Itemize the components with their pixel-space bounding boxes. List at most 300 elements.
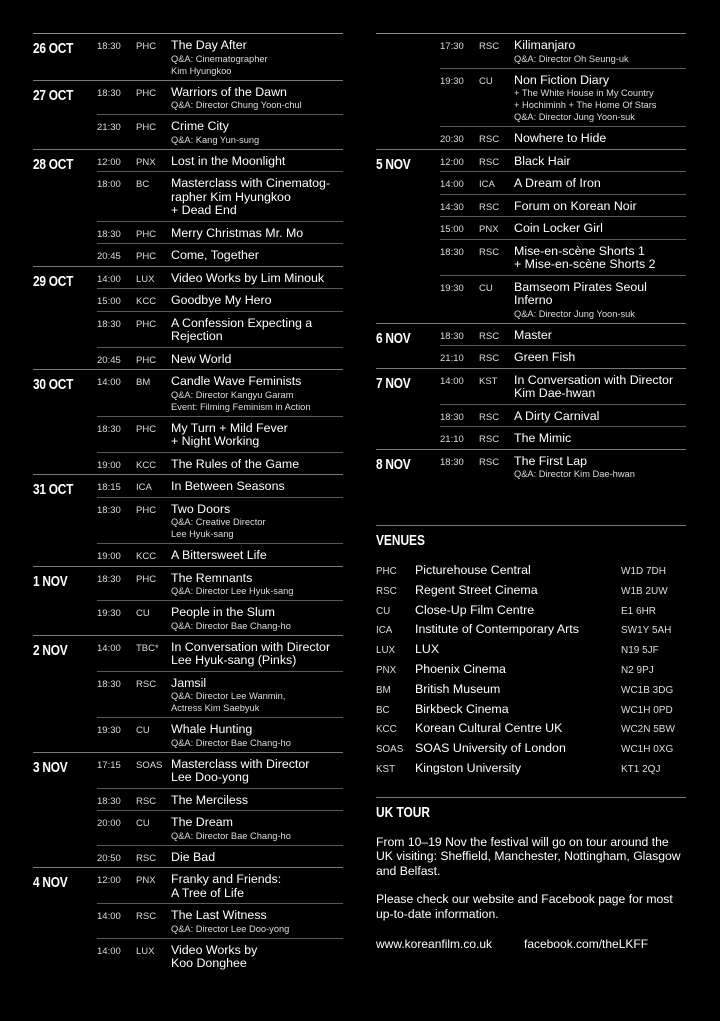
- day-entries: [97, 267, 343, 370]
- venues-section: [376, 525, 686, 781]
- screening-info: [171, 317, 343, 344]
- screening-title: Crime City: [171, 119, 229, 133]
- screening-time: 18:30: [97, 228, 121, 240]
- venue-code: LUX: [376, 645, 396, 657]
- screening-info: [171, 155, 343, 169]
- screening-venue: ICA: [479, 179, 495, 190]
- venue-code: CU: [376, 605, 391, 617]
- screening-note: Event: Filming Feminism in Action: [171, 401, 311, 412]
- screening-row[interactable]: [440, 68, 686, 127]
- screening-row[interactable]: [97, 567, 343, 601]
- screening-info: [171, 723, 343, 749]
- screening-info: [514, 177, 686, 191]
- screening-venue: RSC: [479, 434, 500, 445]
- screening-venue: CU: [136, 818, 150, 829]
- screening-venue: RSC: [479, 201, 500, 213]
- screening-info: [514, 432, 686, 446]
- screening-note: Q&A: Director Bae Chang-ho: [171, 737, 291, 748]
- venue-postcode: W1B 2UW: [621, 585, 668, 597]
- screening-note: Q&A: Director Jung Yoon-suk: [514, 112, 635, 122]
- screening-info: [171, 909, 343, 935]
- venue-name: Institute of Contemporary Arts: [415, 622, 579, 637]
- screening-info: [171, 873, 343, 900]
- screening-row[interactable]: [97, 347, 343, 370]
- venue-row: [376, 622, 686, 642]
- venue-row: [376, 583, 686, 603]
- screening-time: 18:30: [97, 41, 121, 52]
- venue-row: [376, 682, 686, 702]
- screening-row[interactable]: [97, 600, 343, 635]
- venue-name: SOAS University of London: [415, 741, 566, 756]
- day-block: [376, 449, 686, 484]
- screening-time: 18:30: [97, 318, 121, 330]
- screening-row[interactable]: [440, 194, 686, 217]
- venue-code: KCC: [376, 724, 397, 736]
- screening-info: [171, 458, 343, 472]
- screening-title: Die Bad: [171, 849, 216, 864]
- venue-row: [376, 741, 686, 761]
- day-entries: [97, 150, 343, 266]
- screening-note: Q&A: Director Lee Doo-yong: [171, 923, 290, 934]
- screening-time: 21:10: [440, 434, 464, 445]
- screening-row[interactable]: [440, 239, 686, 275]
- screening-row[interactable]: [440, 171, 686, 194]
- screening-time: 19:30: [97, 608, 121, 619]
- venue-postcode: WC1B 3DG: [621, 684, 674, 696]
- screening-time: 14:30: [440, 201, 464, 213]
- screening-time: 18:30: [97, 87, 121, 99]
- screening-title: Non Fiction Diary: [514, 72, 610, 87]
- screening-info: [171, 375, 343, 413]
- screening-time: 18:30: [97, 678, 121, 690]
- screening-info: [514, 455, 686, 481]
- screening-title: The Day After: [171, 38, 247, 52]
- screening-info: [171, 816, 343, 842]
- screening-time: 18:30: [97, 795, 121, 807]
- facebook-link[interactable]: facebook.com/theLKFF: [524, 937, 649, 952]
- screening-title: Two Doors: [171, 501, 231, 516]
- day-block: [376, 149, 686, 323]
- screening-time: 15:00: [440, 224, 464, 235]
- screening-time: 19:30: [440, 282, 464, 294]
- venue-postcode: SW1Y 5AH: [621, 625, 672, 637]
- screening-venue: TBC*: [136, 642, 159, 654]
- screening-venue: KST: [479, 375, 498, 387]
- screening-venue: SOAS: [136, 759, 163, 771]
- screening-row[interactable]: [97, 416, 343, 452]
- screening-row[interactable]: [440, 369, 686, 404]
- screening-venue: PHC: [136, 423, 157, 435]
- screening-time: 12:00: [440, 156, 464, 168]
- screening-venue: PHC: [136, 228, 157, 240]
- screening-info: [171, 480, 343, 494]
- screening-time: 20:50: [97, 852, 121, 864]
- screening-time: 20:45: [97, 354, 121, 366]
- screening-title: Mise-en-scène Shorts 1: [514, 243, 645, 258]
- venue-postcode: N19 5JF: [621, 645, 659, 657]
- date-label: 31 OCT: [33, 482, 74, 498]
- date-label: 5 NOV: [376, 156, 411, 173]
- day-block: [33, 33, 343, 80]
- screening-title: Video Works by: [171, 942, 258, 957]
- screening-info: [171, 86, 343, 112]
- venue-code: RSC: [376, 585, 397, 597]
- screening-row[interactable]: [440, 34, 686, 68]
- screening-venue: LUX: [136, 945, 155, 957]
- screening-venue: RSC: [479, 330, 500, 342]
- day-block: [33, 752, 343, 868]
- tour-heading: UK TOUR: [376, 804, 430, 821]
- screening-info: [171, 249, 343, 263]
- screening-time: 21:30: [97, 122, 121, 133]
- screening-time: 20:00: [97, 818, 121, 829]
- screening-info: [514, 281, 686, 320]
- venue-row: [376, 702, 686, 722]
- screening-venue: PHC: [136, 41, 157, 52]
- day-entries: [97, 370, 343, 474]
- screening-title: + Mise-en-scène Shorts 2: [514, 257, 656, 271]
- day-entries: [97, 34, 343, 80]
- screening-row[interactable]: [440, 150, 686, 172]
- screening-time: 18:30: [440, 330, 464, 342]
- screening-info: [171, 549, 343, 563]
- screening-venue: CU: [136, 725, 150, 736]
- screening-note: Q&A: Cinematographer: [171, 53, 268, 64]
- screening-time: 18:15: [97, 482, 121, 493]
- screening-info: [171, 758, 343, 785]
- screening-title: New World: [171, 351, 232, 366]
- venue-postcode: E1 6HR: [621, 605, 657, 617]
- venue-postcode: WC2N 5BW: [621, 724, 675, 736]
- screening-title: A Confession Expecting a: [171, 315, 313, 330]
- screening-info: [171, 794, 343, 808]
- screening-title: In Conversation with Director: [514, 372, 674, 387]
- screening-row[interactable]: [97, 475, 343, 497]
- screening-title: Green Fish: [514, 350, 576, 364]
- screening-note: Q&A: Director Lee Hyuk-sang: [171, 586, 294, 596]
- day-entries: [440, 34, 686, 149]
- screening-venue: RSC: [479, 353, 500, 364]
- screening-note: Q&A: Director Bae Chang-ho: [171, 830, 291, 841]
- venue-name: British Museum: [415, 681, 501, 696]
- screening-row[interactable]: [97, 267, 343, 289]
- screening-note: Q&A: Director Lee Wanmin,: [171, 691, 286, 701]
- screening-time: 12:00: [97, 156, 121, 168]
- screening-info: [514, 132, 686, 146]
- screening-info: [514, 39, 686, 65]
- screening-info: [171, 572, 343, 598]
- screening-row[interactable]: [440, 275, 686, 323]
- venue-row: [376, 642, 686, 662]
- screening-row[interactable]: [97, 636, 343, 671]
- screening-row[interactable]: [440, 324, 686, 346]
- screening-note: Q&A: Director Oh Seung-uk: [514, 53, 629, 64]
- venue-code: PNX: [376, 664, 397, 676]
- screening-info: [514, 222, 686, 236]
- screening-venue: PNX: [479, 224, 499, 235]
- day-entries: [97, 868, 343, 974]
- screening-title: Forum on Korean Noir: [514, 198, 637, 213]
- venue-code: ICA: [376, 625, 393, 637]
- venue-name: Regent Street Cinema: [415, 582, 538, 597]
- screening-info: [514, 329, 686, 343]
- venue-code: BM: [376, 684, 391, 696]
- screening-time: 12:00: [97, 875, 121, 886]
- screening-title: The Mimic: [514, 431, 572, 445]
- screening-info: [171, 177, 343, 218]
- date-label: 4 NOV: [33, 875, 68, 891]
- day-entries: [440, 369, 686, 449]
- day-entries: [97, 567, 343, 635]
- screening-info: [514, 374, 686, 401]
- date-label: 1 NOV: [33, 573, 68, 590]
- screening-title: Masterclass with Cinematog-: [171, 176, 331, 190]
- screening-title: A Bittersweet Life: [171, 548, 267, 562]
- screening-title: Goodbye My Hero: [171, 293, 272, 307]
- venue-row: [376, 662, 686, 682]
- screening-time: 20:45: [97, 251, 121, 262]
- screening-time: 14:00: [97, 945, 121, 957]
- screening-row[interactable]: [97, 671, 343, 718]
- screening-title: The Rules of the Game: [171, 456, 300, 471]
- venue-postcode: WC1H 0XG: [621, 744, 674, 756]
- screening-title: Kim Dae-hwan: [514, 386, 596, 400]
- screening-title: Masterclass with Director: [171, 756, 310, 771]
- venue-code: PHC: [376, 566, 397, 577]
- screening-row[interactable]: [440, 345, 686, 368]
- day-entries: [97, 636, 343, 752]
- screening-venue: KCC: [136, 296, 157, 307]
- screening-info: [514, 351, 686, 365]
- screening-info: [171, 120, 343, 146]
- screening-time: 18:30: [440, 411, 464, 423]
- screening-title: Candle Wave Feminists: [171, 374, 302, 388]
- day-block: [376, 33, 686, 149]
- screening-info: [171, 677, 343, 715]
- screening-row[interactable]: [97, 497, 343, 544]
- screening-title: A Tree of Life: [171, 885, 245, 900]
- screening-row[interactable]: [97, 903, 343, 938]
- date-label: 3 NOV: [33, 759, 68, 776]
- screening-row[interactable]: [97, 753, 343, 788]
- screening-info: [171, 294, 343, 308]
- date-label: [376, 34, 428, 149]
- venue-row: [376, 603, 686, 623]
- screening-time: 20:30: [440, 134, 464, 145]
- venue-postcode: N2 9PJ: [621, 664, 654, 676]
- day-block: [33, 369, 343, 474]
- screening-title: The Merciless: [171, 792, 249, 807]
- screening-title: Nowhere to Hide: [514, 131, 607, 145]
- screening-venue: BM: [136, 377, 151, 388]
- screening-row[interactable]: [97, 868, 343, 903]
- screening-row[interactable]: [97, 810, 343, 845]
- screening-title: Come, Together: [171, 248, 259, 262]
- screening-row[interactable]: [440, 426, 686, 449]
- screening-title: Master: [514, 327, 552, 342]
- screening-time: 14:00: [97, 642, 121, 654]
- screening-title: Warriors of the Dawn: [171, 84, 287, 99]
- screening-title: Coin Locker Girl: [514, 221, 603, 235]
- screening-title: The First Lap: [514, 453, 587, 468]
- screening-time: 18:30: [440, 456, 464, 468]
- day-entries: [440, 150, 686, 323]
- venue-name: Birkbeck Cinema: [415, 701, 509, 716]
- day-entries: [97, 475, 343, 566]
- screening-row[interactable]: [97, 311, 343, 347]
- tour-paragraph: From 10–19 Nov the festival will go on tour around the UK visiting: Sheffield, Manchester, Nottingham, Glasgow and Belfast.: [376, 834, 681, 878]
- screening-venue: RSC: [479, 456, 500, 468]
- date-label: 30 OCT: [33, 377, 74, 393]
- screening-row[interactable]: [97, 938, 343, 974]
- screening-row[interactable]: [97, 788, 343, 811]
- venue-name: Korean Cultural Centre UK: [415, 721, 563, 736]
- venue-name: LUX: [415, 642, 440, 657]
- screening-venue: RSC: [136, 795, 157, 807]
- screening-venue: RSC: [136, 678, 157, 690]
- website-link[interactable]: www.koreanfilm.co.uk: [376, 937, 493, 952]
- date-label: 26 OCT: [33, 41, 74, 57]
- venue-code: SOAS: [376, 744, 404, 756]
- screening-note: Q&A: Kang Yun-sung: [171, 134, 260, 145]
- screening-note: + Hochiminh + The Home Of Stars: [514, 100, 657, 110]
- screening-venue: RSC: [136, 852, 157, 864]
- screening-time: 14:00: [440, 179, 464, 190]
- screening-title: People in the Slum: [171, 605, 276, 619]
- screening-row[interactable]: [97, 452, 343, 475]
- screening-time: 17:30: [440, 41, 464, 52]
- screening-venue: RSC: [136, 911, 157, 922]
- screening-time: 17:15: [97, 759, 121, 771]
- screening-venue: CU: [479, 282, 493, 294]
- day-block: [33, 474, 343, 566]
- screening-note: Q&A: Director Kim Dae-hwan: [514, 469, 635, 479]
- date-label: 6 NOV: [376, 330, 411, 347]
- screening-info: [171, 851, 343, 865]
- date-label: 2 NOV: [33, 642, 68, 659]
- screening-row[interactable]: [97, 845, 343, 868]
- screening-info: [171, 606, 343, 632]
- date-label: 29 OCT: [33, 273, 74, 290]
- links-row: [376, 937, 686, 951]
- screening-venue: PHC: [136, 122, 157, 133]
- screening-row[interactable]: [97, 243, 343, 266]
- screening-row[interactable]: [97, 543, 343, 566]
- screening-title: Inferno: [514, 293, 553, 307]
- day-entries: [97, 81, 343, 149]
- venue-row: [376, 761, 686, 781]
- tour-update-paragraph: Please check our website and Facebook page for most up-to-date information.: [376, 892, 673, 921]
- screening-row[interactable]: [97, 171, 343, 221]
- screening-info: [514, 245, 686, 272]
- screening-venue: PHC: [136, 354, 157, 366]
- venue-name: Picturehouse Central: [415, 563, 531, 577]
- screening-venue: RSC: [479, 411, 500, 423]
- screening-venue: CU: [479, 75, 493, 87]
- screening-note: Q&A: Creative Director: [171, 517, 266, 527]
- screening-note: Q&A: Director Chung Yoon-chul: [171, 100, 302, 110]
- screening-venue: KCC: [136, 551, 157, 562]
- screening-time: 19:30: [97, 725, 121, 736]
- screening-info: [171, 227, 343, 241]
- screening-info: [171, 503, 343, 541]
- screening-venue: RSC: [479, 246, 500, 258]
- date-label: 7 NOV: [376, 375, 411, 392]
- screening-time: 14:00: [97, 273, 121, 285]
- screening-title: In Between Seasons: [171, 479, 285, 493]
- screening-info: [514, 74, 686, 124]
- screening-note: Q&A: Director Kangyu Garam: [171, 389, 294, 400]
- screening-venue: RSC: [479, 156, 500, 168]
- screening-venue: ICA: [136, 482, 152, 493]
- screening-row[interactable]: [440, 404, 686, 427]
- day-entries: [440, 450, 686, 484]
- screening-row[interactable]: [97, 114, 343, 149]
- screening-time: 14:00: [440, 375, 464, 387]
- day-block: [33, 266, 343, 370]
- screening-info: [171, 39, 343, 77]
- screening-title: Black Hair: [514, 153, 571, 168]
- screening-row[interactable]: [97, 81, 343, 115]
- schedule-right-list: [376, 33, 686, 483]
- screening-venue: KCC: [136, 459, 157, 471]
- day-block: [33, 635, 343, 752]
- screening-note: Kim Hyungkoo: [171, 65, 232, 76]
- screening-info: [171, 944, 343, 971]
- screening-row[interactable]: [97, 150, 343, 172]
- screening-row[interactable]: [97, 370, 343, 416]
- venue-postcode: WC1H 0PD: [621, 704, 673, 716]
- screening-title: Whale Hunting: [171, 722, 253, 736]
- schedule-left-column: [33, 33, 343, 974]
- screening-row[interactable]: [440, 216, 686, 239]
- screening-title: + Night Working: [171, 434, 260, 448]
- venue-list: [376, 563, 686, 781]
- screening-row[interactable]: [440, 450, 686, 484]
- screening-title: Koo Donghee: [171, 956, 247, 970]
- screening-venue: LUX: [136, 273, 155, 285]
- screening-venue: PHC: [136, 251, 157, 262]
- screening-title: Merry Christmas Mr. Mo: [171, 225, 304, 240]
- screening-title: Lost in the Moonlight: [171, 153, 286, 168]
- screening-title: rapher Kim Hyungkoo: [171, 189, 291, 204]
- screening-time: 15:00: [97, 296, 121, 307]
- day-block: [376, 323, 686, 368]
- screening-title: Franky and Friends:: [171, 872, 282, 886]
- screening-note: Q&A: Director Jung Yoon-suk: [514, 308, 635, 319]
- venue-postcode: KT1 2QJ: [621, 763, 661, 775]
- screening-row[interactable]: [97, 221, 343, 244]
- screening-row[interactable]: [440, 126, 686, 149]
- screening-time: 14:00: [97, 911, 121, 922]
- date-label: 27 OCT: [33, 87, 74, 104]
- date-label: 28 OCT: [33, 156, 74, 173]
- screening-time: 21:10: [440, 353, 464, 364]
- screening-row[interactable]: [97, 288, 343, 311]
- screening-title: My Turn + Mild Fever: [171, 420, 288, 435]
- screening-row[interactable]: [97, 34, 343, 80]
- screening-time: 18:30: [97, 573, 121, 585]
- screening-time: 18:00: [97, 179, 121, 190]
- screening-row[interactable]: [97, 717, 343, 752]
- screening-title: The Dream: [171, 815, 233, 829]
- venue-row: [376, 563, 686, 583]
- screening-time: 18:30: [440, 246, 464, 258]
- schedule-right-column: [376, 33, 686, 951]
- day-entries: [97, 753, 343, 868]
- venue-code: BC: [376, 704, 390, 716]
- screening-time: 19:00: [97, 551, 121, 562]
